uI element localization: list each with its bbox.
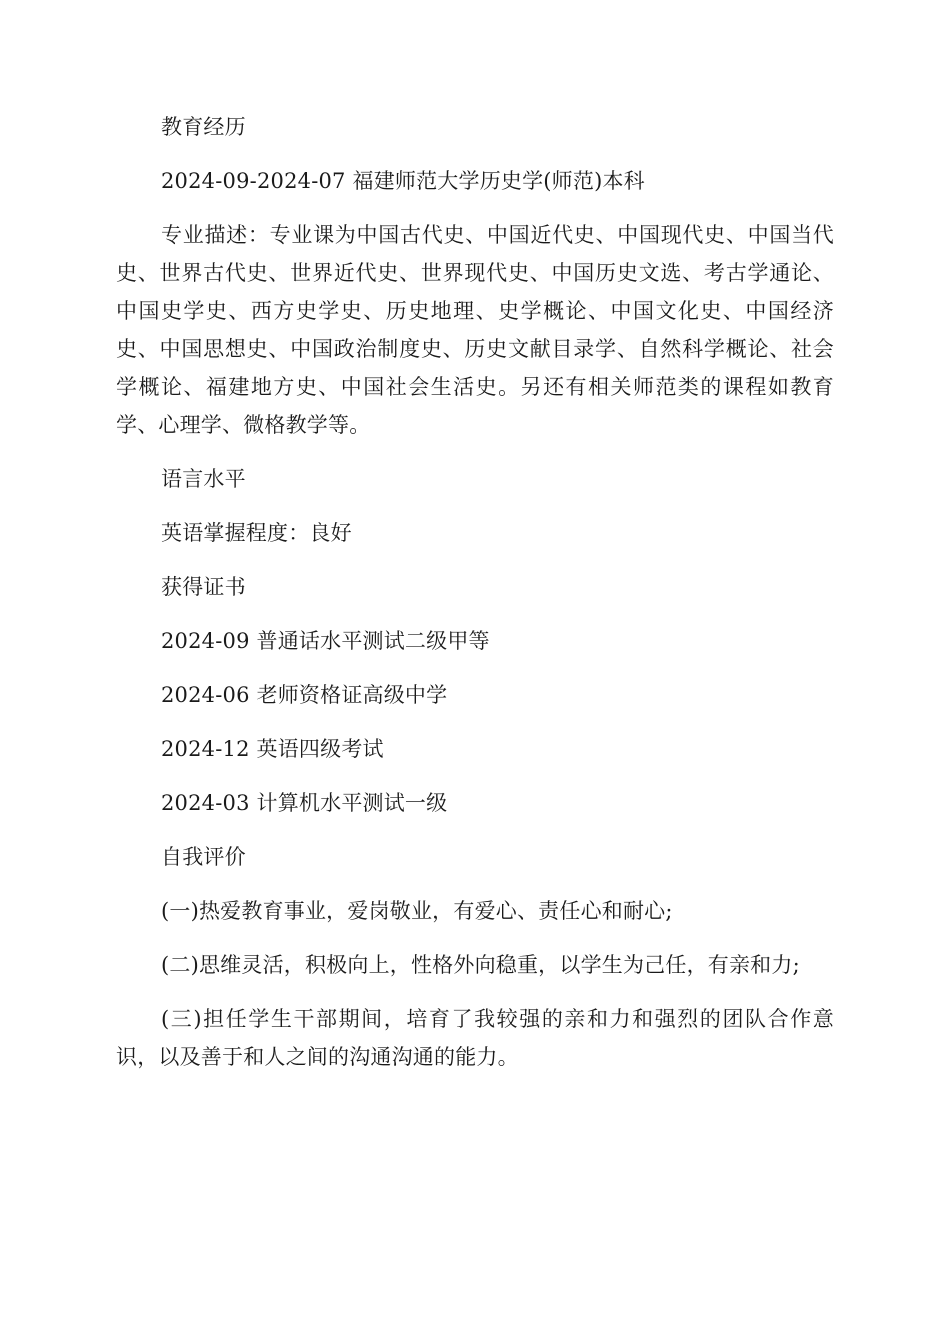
major-description: 专业描述：专业课为中国古代史、中国近代史、中国现代史、中国当代史、世界古代史、世界近代史、世界现代史、中国历史文选、考古学通论、中国史学史、西方史学史、历史地理、史学概论、中国文化史、中国经济史、中国思想史、中国政治制度史、历史文献目录学、自然科学概论、社会学概论、福建地方史、中国社会生活史。另还有相关师范类的课程如教育学、心理学、微格教学等。 — [116, 223, 834, 437]
self-eval-item: (二)思维灵活，积极向上，性格外向稳重，以学生为己任，有亲和力; — [161, 953, 800, 977]
self-eval-item: (一)热爱教育事业，爱岗敬业，有爱心、责任心和耐心; — [161, 899, 673, 923]
certificates-heading: 获得证书 — [161, 575, 246, 599]
education-heading: 教育经历 — [161, 115, 246, 139]
certificate-item: 2024-03 计算机水平测试一级 — [161, 791, 448, 815]
education-entry: 2024-09-2024-07 福建师范大学历史学(师范)本科 — [161, 169, 645, 193]
language-heading: 语言水平 — [161, 467, 246, 491]
document-page — [116, 108, 834, 1092]
certificate-item: 2024-06 老师资格证高级中学 — [161, 683, 448, 707]
certificate-item: 2024-12 英语四级考试 — [161, 737, 384, 761]
language-entry: 英语掌握程度：良好 — [161, 521, 352, 545]
self-eval-item: (三)担任学生干部期间，培育了我较强的亲和力和强烈的团队合作意识，以及善于和人之间的沟通沟通的能力。 — [116, 1007, 834, 1069]
self-eval-heading: 自我评价 — [161, 845, 246, 869]
certificate-item: 2024-09 普通话水平测试二级甲等 — [161, 629, 490, 653]
